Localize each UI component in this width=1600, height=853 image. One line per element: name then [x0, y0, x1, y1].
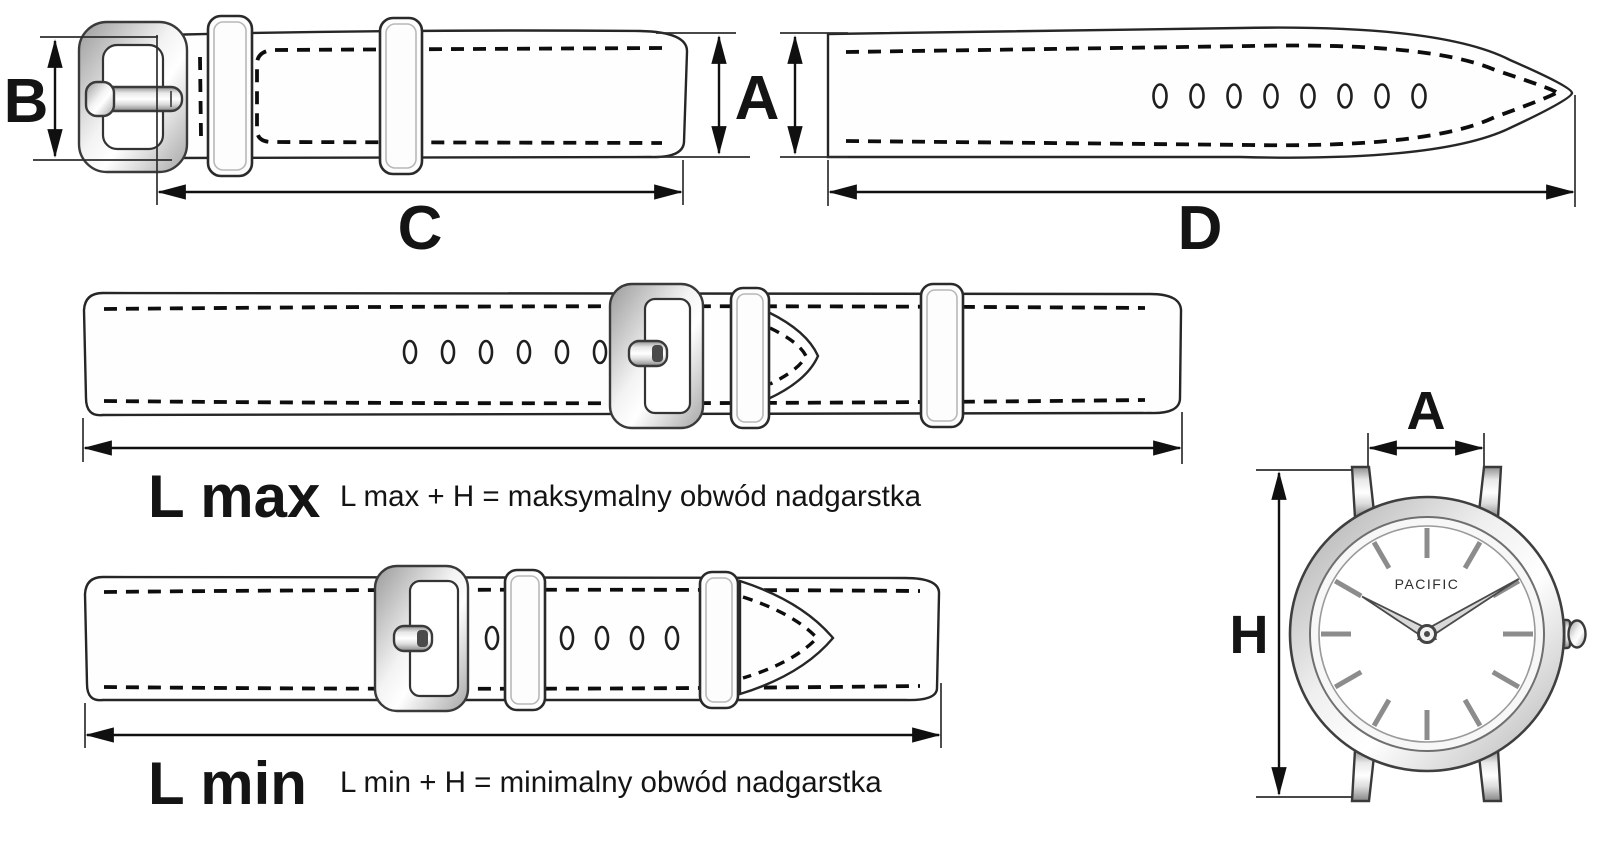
keeper-2	[700, 572, 738, 708]
watch-dim-a-label: A	[1406, 381, 1446, 441]
strap-lmax-diagram	[83, 284, 1182, 530]
buckle-pin-head	[86, 82, 114, 116]
dim-a-label: A	[734, 64, 780, 133]
keeper-1	[731, 288, 769, 428]
buckle-pin-tip	[652, 345, 663, 362]
tip-piece-diagram	[780, 28, 1575, 263]
fixed-keeper	[208, 16, 252, 176]
strap-lmin-diagram	[85, 566, 941, 817]
buckle-icon	[610, 284, 703, 428]
watch-diagram	[1230, 381, 1586, 801]
brand-text: PACIFIC	[1394, 576, 1460, 592]
buckle-piece-diagram	[4, 16, 750, 263]
floating-keeper	[380, 18, 422, 174]
lmax-formula: L max + H = maksymalny obwód nadgarstka	[340, 480, 921, 513]
dim-c-label: C	[397, 194, 443, 263]
keeper-1	[505, 570, 545, 710]
lmin-label: L min	[148, 750, 307, 817]
lmax-label: L max	[148, 463, 321, 530]
keeper-2	[921, 284, 963, 427]
dim-b-label: B	[3, 67, 49, 136]
dim-d-label: D	[1177, 194, 1223, 263]
watch-dim-h-label: H	[1229, 605, 1269, 665]
hands-hub-dot	[1424, 631, 1430, 637]
lmin-formula: L min + H = minimalny obwód nadgarstka	[340, 766, 882, 799]
buckle-icon	[375, 566, 468, 711]
buckle-icon	[79, 22, 187, 172]
buckle-pin-tip	[417, 630, 428, 647]
